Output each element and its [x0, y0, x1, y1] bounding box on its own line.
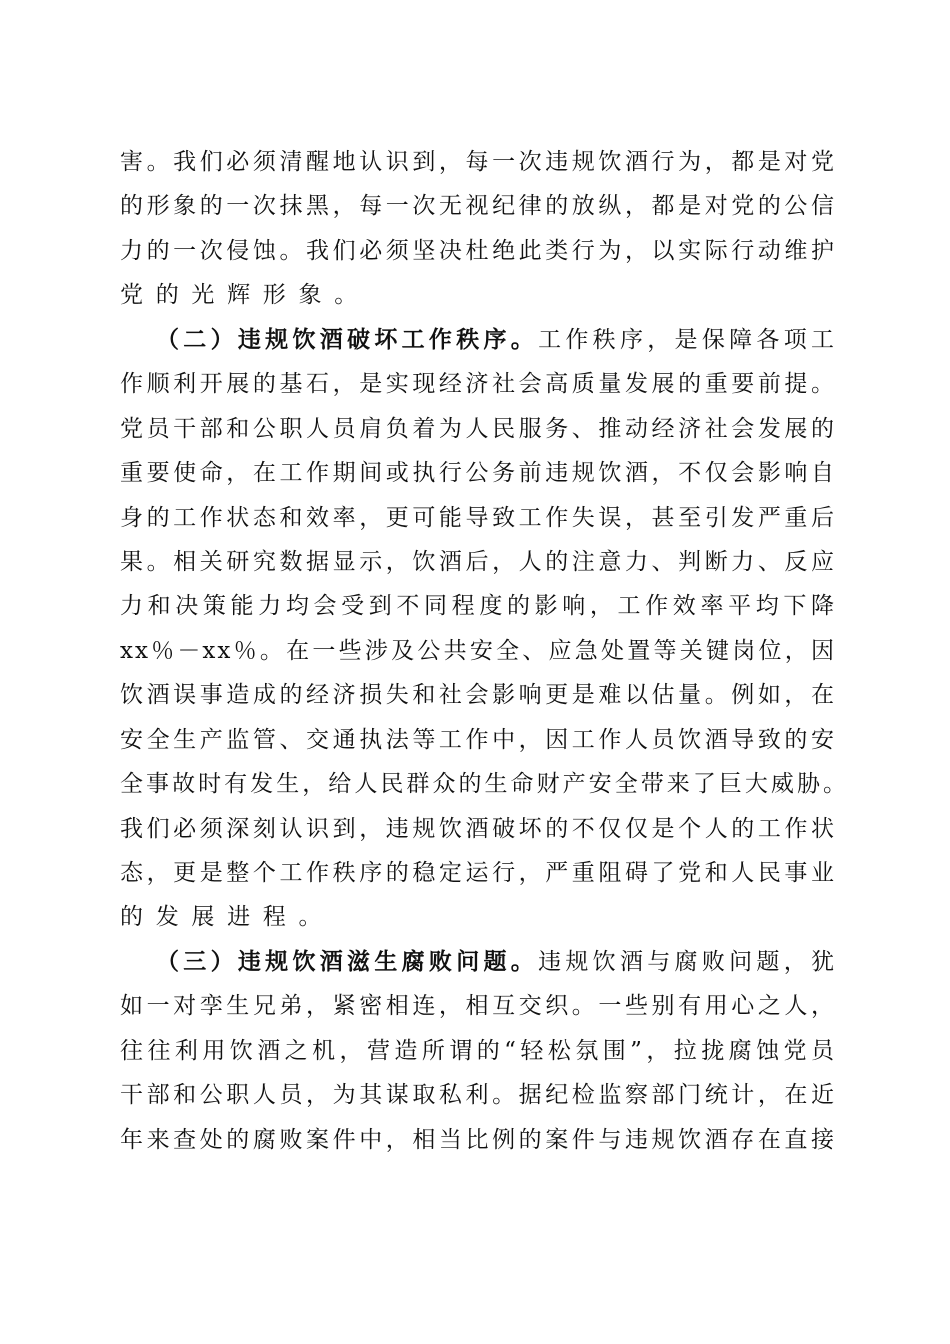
text-line: 害。我们必须清醒地认识到，每一次违规饮酒行为，都是对党: [120, 149, 836, 175]
document-page: [120, 140, 848, 1162]
text-line: 全事故时有发生，给人民群众的生命财产安全带来了巨大威胁。: [120, 771, 848, 798]
text-line: 作顺利开展的基石，是实现经济社会高质量发展的重要前提。: [120, 371, 836, 398]
text-line: 如一对孪生兄弟，紧密相连，相互交织。一些别有用心之人，: [120, 993, 836, 1020]
text-run: 违规饮酒与腐败问题，犹: [538, 948, 837, 975]
text-line: [120, 318, 836, 362]
text-line: 饮酒误事造成的经济损失和社会影响更是难以估量。例如，在: [120, 682, 836, 709]
text-line: 年来查处的腐败案件中，相当比例的案件与违规饮酒存在直接: [120, 1126, 836, 1153]
text-line: 力和决策能力均会受到不同程度的影响，工作效率平均下降: [120, 593, 836, 620]
text-line: 的形象的一次抹黑，每一次无视纪律的放纵，都是对党的公信: [120, 193, 836, 220]
text-run: 工作秩序，是保障各项工: [538, 326, 837, 353]
text-line: xx％－xx％。在一些涉及公共安全、应急处置等关键岗位，因: [120, 637, 836, 664]
section-heading: （三）违规饮酒滋生腐败问题。: [156, 947, 539, 975]
text-line: 往往利用饮酒之机，营造所谓的“轻松氛围”，拉拢腐蚀党员: [120, 1037, 836, 1064]
paragraph-3: [120, 940, 836, 1162]
text-line: 安全生产监管、交通执法等工作中，因工作人员饮酒导致的安: [120, 726, 836, 753]
text-line: 重要使命，在工作期间或执行公务前违规饮酒，不仅会影响自: [120, 460, 836, 487]
paragraph-1: [120, 140, 836, 318]
text-line: 果。相关研究数据显示，饮酒后，人的注意力、判断力、反应: [120, 548, 836, 575]
text-line: [120, 940, 836, 984]
text-line: 我们必须深刻认识到，违规饮酒破坏的不仅仅是个人的工作状: [120, 815, 836, 842]
text-line: 的发展进程。: [120, 904, 335, 931]
text-line: 党的光辉形象。: [120, 282, 370, 309]
text-line: 态，更是整个工作秩序的稳定运行，严重阻碍了党和人民事业: [120, 860, 836, 886]
section-heading: （二）违规饮酒破坏工作秩序。: [156, 325, 539, 353]
text-line: 身的工作状态和效率，更可能导致工作失误，甚至引发严重后: [120, 504, 836, 531]
text-line: 力的一次侵蚀。我们必须坚决杜绝此类行为，以实际行动维护: [120, 237, 836, 264]
paragraph-2: [120, 318, 848, 940]
text-line: 干部和公职人员，为其谋取私利。据纪检监察部门统计，在近: [120, 1082, 836, 1109]
text-line: 党员干部和公职人员肩负着为人民服务、推动经济社会发展的: [120, 415, 836, 442]
